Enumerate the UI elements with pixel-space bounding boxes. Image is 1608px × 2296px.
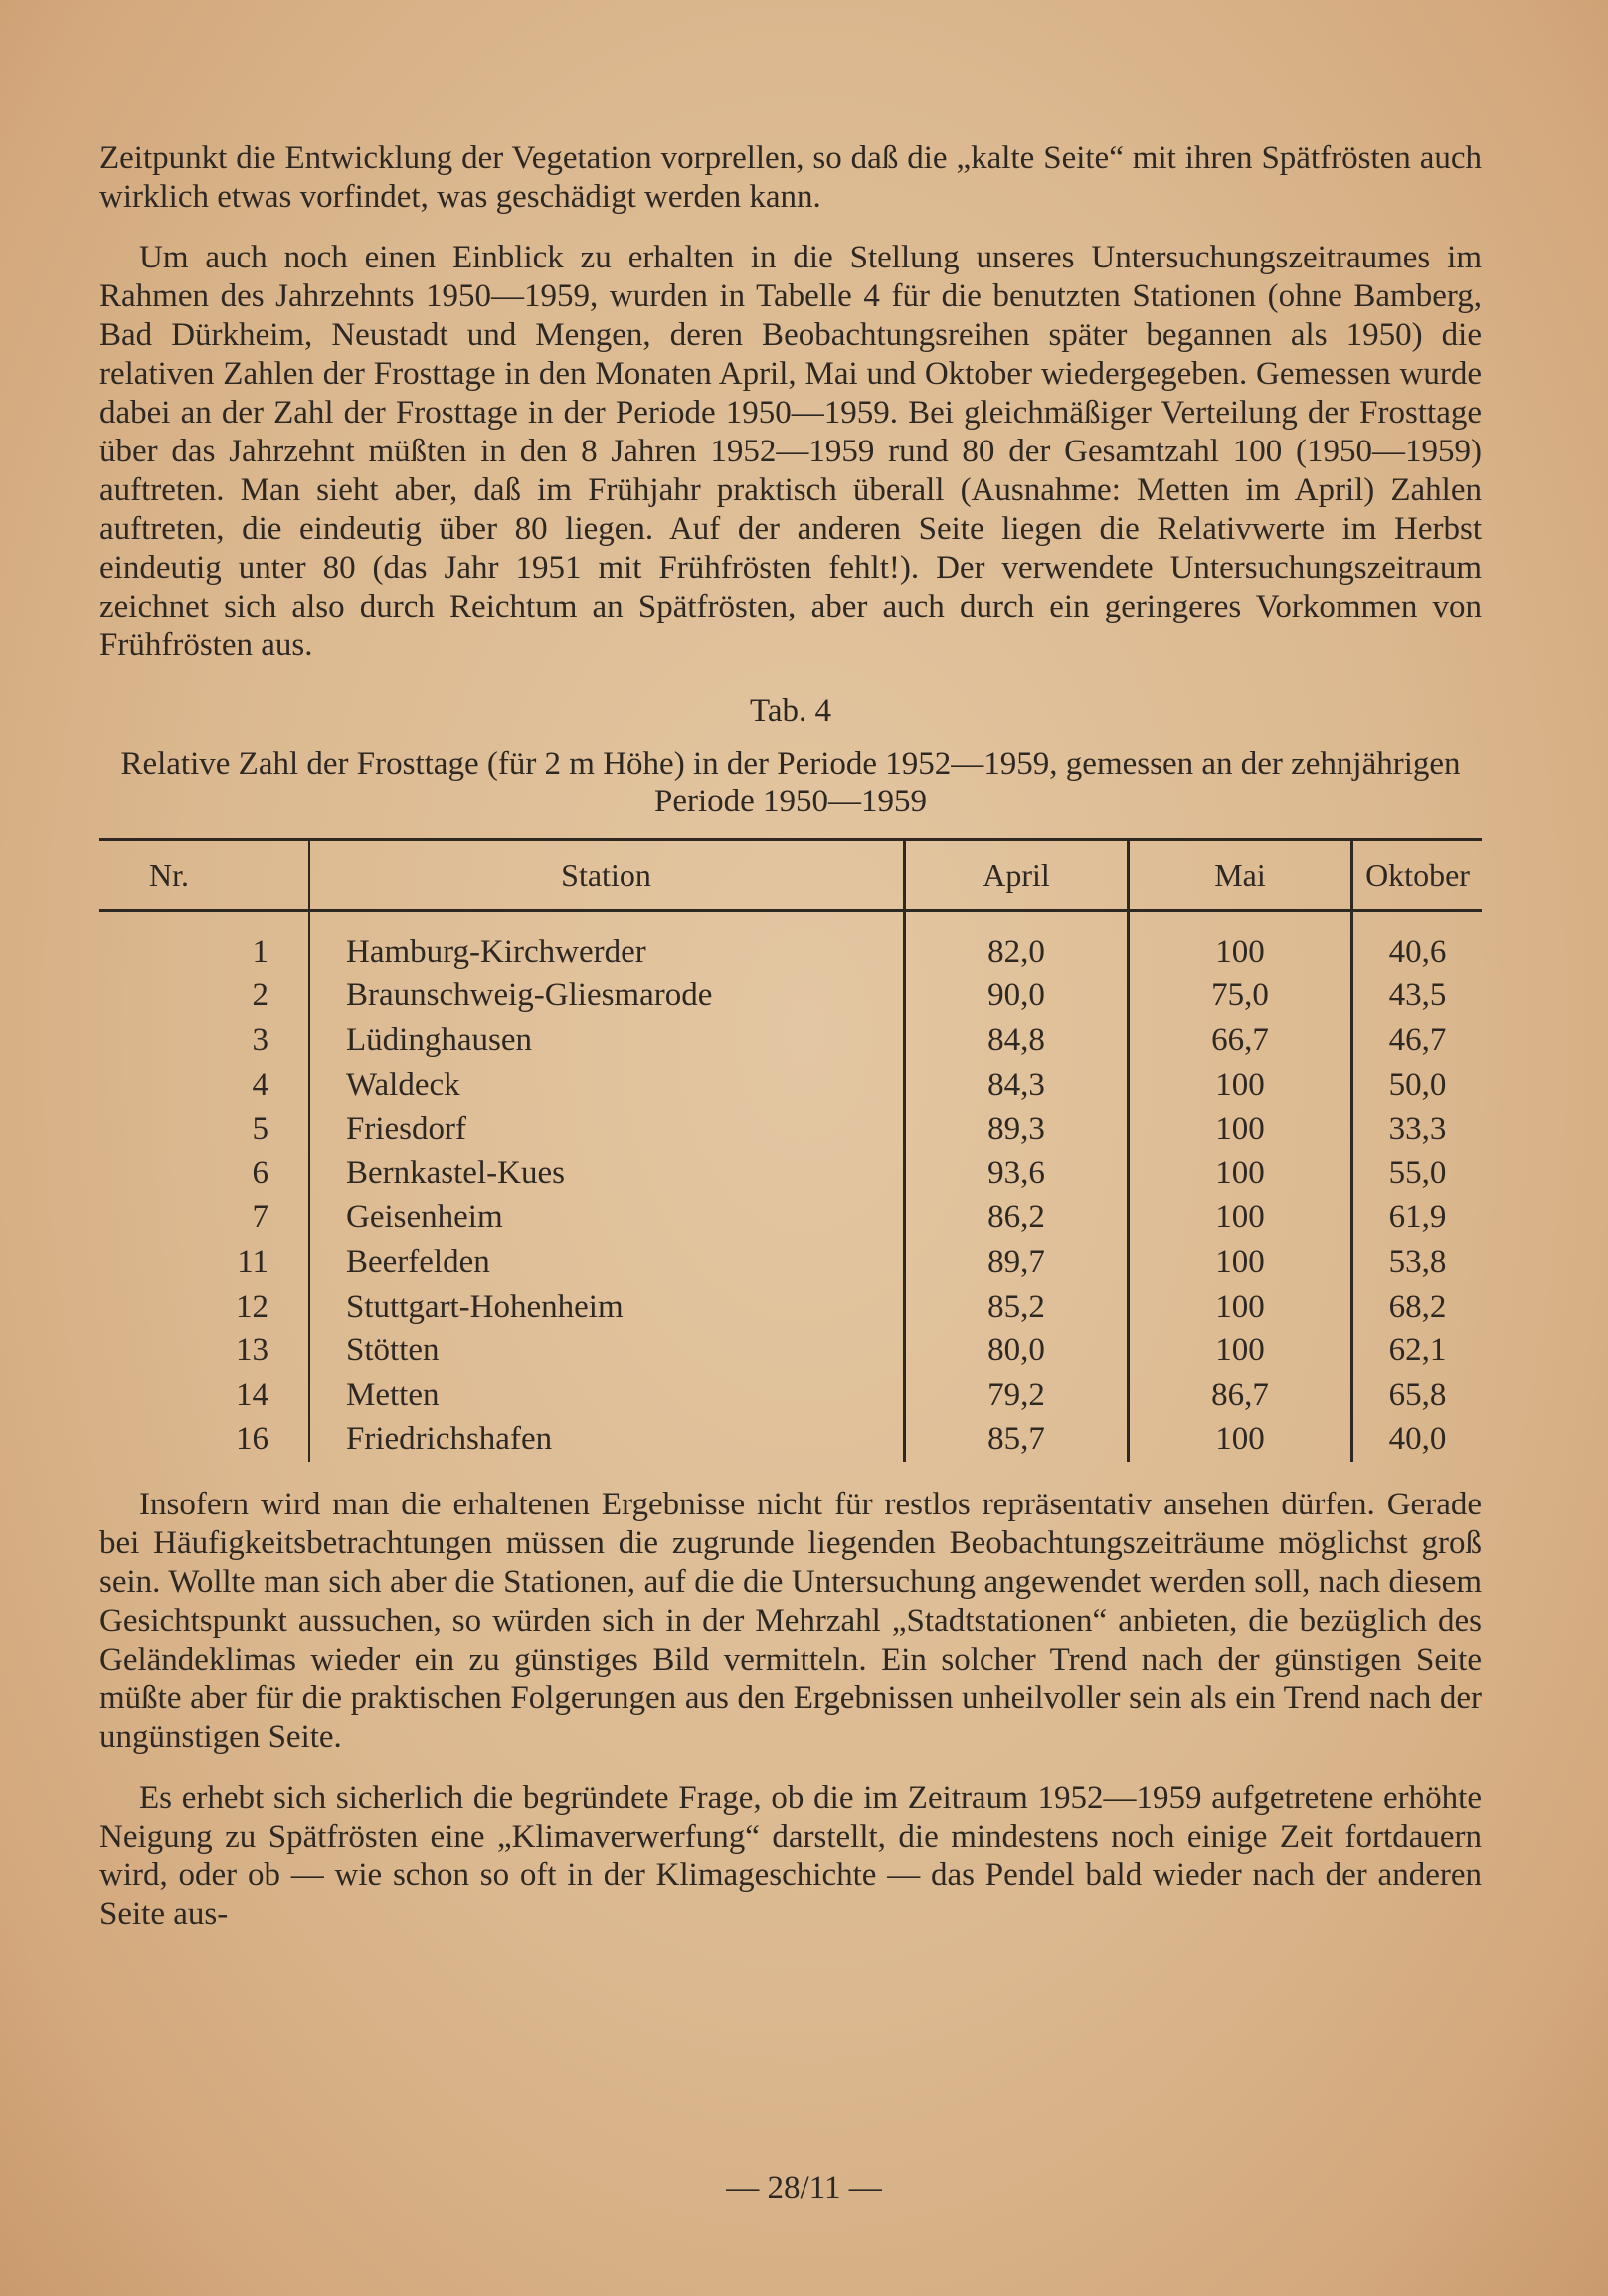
cell-nr: 4: [99, 1063, 309, 1108]
cell-oktober: 46,7: [1388, 1021, 1447, 1058]
cell-april: 90,0: [905, 974, 1129, 1019]
cell-oktober: 43,5: [1388, 977, 1447, 1014]
header-mai: Mai: [1129, 840, 1352, 911]
cell-april: 85,7: [905, 1418, 1129, 1463]
cell-mai: 66,7: [1129, 1018, 1352, 1063]
cell-mai: 86,7: [1129, 1373, 1352, 1418]
table-row: [99, 974, 1482, 1019]
cell-station: Hamburg-Kirchwerder: [309, 911, 905, 974]
table-row: [99, 1063, 1482, 1108]
cell-nr: 11: [99, 1240, 309, 1285]
cell-station: Friesdorf: [309, 1107, 905, 1151]
cell-april: 86,2: [905, 1196, 1129, 1241]
cell-april: 80,0: [905, 1328, 1129, 1373]
cell-station: Friedrichshafen: [309, 1418, 905, 1463]
table-label: Tab. 4: [749, 693, 831, 729]
cell-oktober: 68,2: [1388, 1288, 1447, 1325]
frost-days-table: [99, 838, 1482, 1462]
cell-nr: 3: [99, 1018, 309, 1063]
cell-mai: 100: [1129, 1285, 1352, 1329]
table-header-row: [99, 840, 1482, 911]
table-row: [99, 1373, 1482, 1418]
table-row: [99, 1240, 1482, 1285]
cell-nr: 14: [99, 1373, 309, 1418]
page-number: — 28/11 —: [726, 2170, 882, 2206]
paragraph-table-explanation: Um auch noch einen Einblick zu erhalten in die Stellung unseres Untersuchungszeitraumes im Rahmen des Jahrzehnts 1950—1959, wurden in Tabelle 4 für die benutzten Stationen (ohne Bamberg, Bad Dürkheim, Neustadt und Mengen, deren Beobachtungsreihen später begannen als 1950) die relativen Zahlen der Frosttage in den Monaten April, Mai und Oktober wiedergegeben. Gemessen wurde dabei an der Zahl der Frosttage in der Periode 1950—1959. Bei gleichmäßiger Verteilung der Frosttage über das Jahrzehnt müßten in den 8 Jahren 1952—1959 rund 80 der Gesamtzahl 100 (1950—1959) auftreten. Man sieht aber, daß im Frühjahr praktisch überall (Ausnahme: Metten im April) Zahlen auftreten, die eindeutig über 80 liegen. Auf der anderen Seite liegen die Relativwerte im Herbst eindeutig unter 80 (das Jahr 1951 mit Frühfrösten fehlt!). Der verwendete Untersuchungszeitraum zeichnet sich also durch Reichtum an Spätfrösten, aber auch durch ein geringeres Vorkommen von Frühfrösten aus.: [99, 240, 1482, 663]
cell-oktober: 33,3: [1388, 1111, 1447, 1148]
cell-april: 84,8: [905, 1018, 1129, 1063]
cell-april: 89,7: [905, 1240, 1129, 1285]
table-caption: Relative Zahl der Frosttage (für 2 m Höhe) in der Periode 1952—1959, gemessen an der zehnjährigen Periode 1950—1959: [120, 746, 1461, 819]
cell-station: Waldeck: [309, 1063, 905, 1108]
cell-mai: 75,0: [1129, 974, 1352, 1019]
cell-station: Stötten: [309, 1328, 905, 1373]
cell-mai: 100: [1129, 1328, 1352, 1373]
table-row: [99, 1418, 1482, 1463]
cell-oktober: 50,0: [1388, 1066, 1447, 1103]
table-row: [99, 1196, 1482, 1241]
table-row: [99, 1151, 1482, 1196]
table-row: [99, 1107, 1482, 1151]
cell-station: Beerfelden: [309, 1240, 905, 1285]
cell-nr: 2: [99, 974, 309, 1019]
cell-station: Metten: [309, 1373, 905, 1418]
cell-nr: 5: [99, 1107, 309, 1151]
cell-mai: 100: [1129, 1107, 1352, 1151]
table-row: [99, 911, 1482, 974]
cell-nr: 7: [99, 1196, 309, 1241]
document-page: [99, 139, 1482, 1956]
cell-nr: 12: [99, 1285, 309, 1329]
cell-april: 85,2: [905, 1285, 1129, 1329]
cell-mai: 100: [1129, 1240, 1352, 1285]
cell-april: 89,3: [905, 1107, 1129, 1151]
cell-oktober: 55,0: [1388, 1154, 1447, 1191]
cell-mai: 100: [1129, 1063, 1352, 1108]
cell-mai: 100: [1129, 1151, 1352, 1196]
table-row: [99, 1328, 1482, 1373]
cell-oktober: 65,8: [1388, 1376, 1447, 1413]
paragraph-question: Es erhebt sich sicherlich die begründete Frage, ob die im Zeitraum 1952—1959 aufgetretene erhöhte Neigung zu Spätfrösten eine „Klimaverwerfung“ darstellt, die mindestens noch einige Zeit fortdauern wird, oder ob — wie schon so oft in der Klimageschichte — das Pendel bald wieder nach der anderen Seite aus-: [99, 1780, 1482, 1933]
cell-april: 79,2: [905, 1373, 1129, 1418]
cell-oktober: 62,1: [1388, 1332, 1447, 1369]
cell-april: 82,0: [905, 911, 1129, 974]
cell-oktober: 53,8: [1388, 1243, 1447, 1280]
cell-mai: 100: [1129, 1196, 1352, 1241]
paragraph-intro: Zeitpunkt die Entwicklung der Vegetation vorprellen, so daß die „kalte Seite“ mit ihren Spätfrösten auch wirklich etwas vorfindet, was geschädigt werden kann.: [99, 140, 1482, 215]
cell-oktober: 40,6: [1388, 933, 1447, 970]
cell-station: Braunschweig-Gliesmarode: [309, 974, 905, 1019]
cell-nr: 16: [99, 1418, 309, 1463]
header-nr: Nr.: [99, 840, 309, 911]
cell-oktober: 40,0: [1388, 1421, 1447, 1458]
cell-mai: 100: [1129, 911, 1352, 974]
table-row: [99, 1018, 1482, 1063]
cell-station: Lüdinghausen: [309, 1018, 905, 1063]
cell-april: 93,6: [905, 1151, 1129, 1196]
cell-mai: 100: [1129, 1418, 1352, 1463]
header-april: April: [905, 840, 1129, 911]
cell-station: Stuttgart-Hohenheim: [309, 1285, 905, 1329]
paragraph-representativeness: Insofern wird man die erhaltenen Ergebnisse nicht für restlos repräsentativ ansehen dürfen. Gerade bei Häufigkeitsbetrachtungen müssen die zugrunde liegenden Beobachtungszeiträume möglichst groß sein. Wollte man sich aber die Stationen, auf die die Untersuchung angewendet werden soll, nach diesem Gesichtspunkt aussuchen, so würden sich in der Mehrzahl „Stadtstationen“ anbieten, die bezüglich des Geländeklimas wieder ein zu günstiges Bild vermitteln. Ein solcher Trend nach der günstigen Seite müßte aber für die praktischen Folgerungen aus den Ergebnissen unheilvoller sein als ein Trend nach der ungünstigen Seite.: [99, 1487, 1482, 1756]
cell-nr: 6: [99, 1151, 309, 1196]
cell-nr: 1: [99, 911, 309, 974]
table-body: [99, 911, 1482, 1463]
header-oktober: Oktober: [1352, 840, 1483, 911]
cell-station: Bernkastel-Kues: [309, 1151, 905, 1196]
cell-nr: 13: [99, 1328, 309, 1373]
cell-april: 84,3: [905, 1063, 1129, 1108]
table-row: [99, 1285, 1482, 1329]
cell-station: Geisenheim: [309, 1196, 905, 1241]
cell-oktober: 61,9: [1388, 1199, 1447, 1236]
header-station: Station: [309, 840, 905, 911]
